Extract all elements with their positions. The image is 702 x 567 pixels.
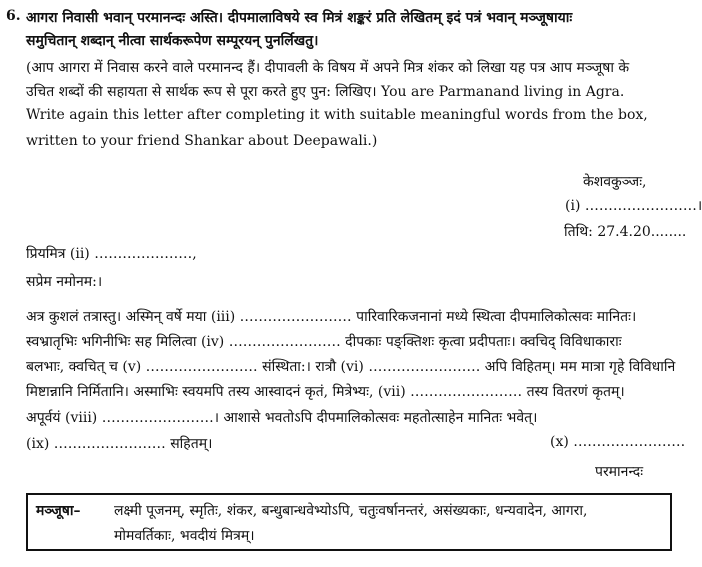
blank-i: (i) ……………………। <box>565 198 702 214</box>
letter-paragraph-line-4: मिष्टान्नानि निर्मितानि। अस्माभिः स्वयमपि तस्य आस्वादनं कृतं, मित्रेभ्यः, (vii) …………………… तस्य वितरणं कृतम्। <box>26 384 625 400</box>
instruction-hindi-1: (आप आगरा में निवास करने वाले परमानन्द हैं। दीपावली के विषय में अपने मित्र शंकर को लिखा यह पत्र आप मञ्जूषा के <box>26 60 630 76</box>
letter-address: केशवकुञ्जः, <box>583 174 647 190</box>
question-number: 6. <box>6 8 21 24</box>
question-line-1: आगरा निवासी भवान् परमानन्दः अस्ति। दीपमालाविषये स्व मित्रं शङ्करं प्रति लेखितम् इदं पत्रं भवान् मञ्जूषायाः <box>26 10 573 26</box>
letter-paragraph-line-5: अपूर्वयं (viii) ……………………। आशासे भवतोऽपि दीपमालिकोत्सवः महतोत्साहेन मानितः भवेत्। <box>26 410 538 426</box>
word-box <box>26 493 672 551</box>
letter-paragraph-line-3: बलभाः, क्वचित् च (v) …………………… संस्थिता:। रात्रौ (vi) …………………… अपि विहितम्। मम मात्रा गृहे विविधानि <box>26 359 676 375</box>
letter-paragraph-line-2: स्वभ्रातृभिः भगिनीभिः सह मिलित्वा (iv) …………………… दीपकाः पङ्क्तिशः कृत्वा प्रदीपताः। क्वचिद् विविधाकाराः <box>26 334 622 350</box>
instruction-english-1: Write again this letter after completing it with suitable meaningful words from the box, <box>26 107 648 123</box>
instruction-english-2: written to your friend Shankar about Deepawali.) <box>26 133 378 149</box>
word-box-words-2: मोमवर्तिकाः, भवदीयं मित्रम्। <box>114 528 255 544</box>
word-box-label: मञ्जूषा– <box>36 503 81 519</box>
letter-salutation: प्रियमित्र (ii) …………………, <box>26 246 197 262</box>
question-line-2: समुचितान् शब्दान् नीत्वा सार्थकरूपेण सम्पूरयन् पुनर्लिखतु। <box>26 33 319 49</box>
letter-paragraph-line-1: अत्र कुशलं तत्रास्तु। अस्मिन् वर्षे मया (iii) …………………… पारिवारिकजनानां मध्ये स्थित्वा दीपमालिकोत्सवः मानितः। <box>26 309 637 325</box>
word-box-words-1: लक्ष्मी पूजनम्, स्मृतिः, शंकर, बन्धुबान्धवेभ्योऽपि, चतुःवर्षानन्तरं, असंख्यकाः, धन्यवादेन, आगरा, <box>114 503 588 519</box>
instruction-hindi-2: उचित शब्दों की सहायता से सार्थक रूप से पूरा करते हुए पुन: लिखिए। You are Parmanand living in Agra. <box>26 84 625 100</box>
letter-date: तिथि: 27.4.20........ <box>564 224 687 240</box>
letter-greeting: सप्रेम नमोनम:। <box>26 274 103 290</box>
blank-x: (x) …………………… <box>550 434 686 450</box>
blank-ix: (ix) …………………… सहितम्। <box>26 436 213 452</box>
letter-signature: परमानन्दः <box>595 464 644 480</box>
